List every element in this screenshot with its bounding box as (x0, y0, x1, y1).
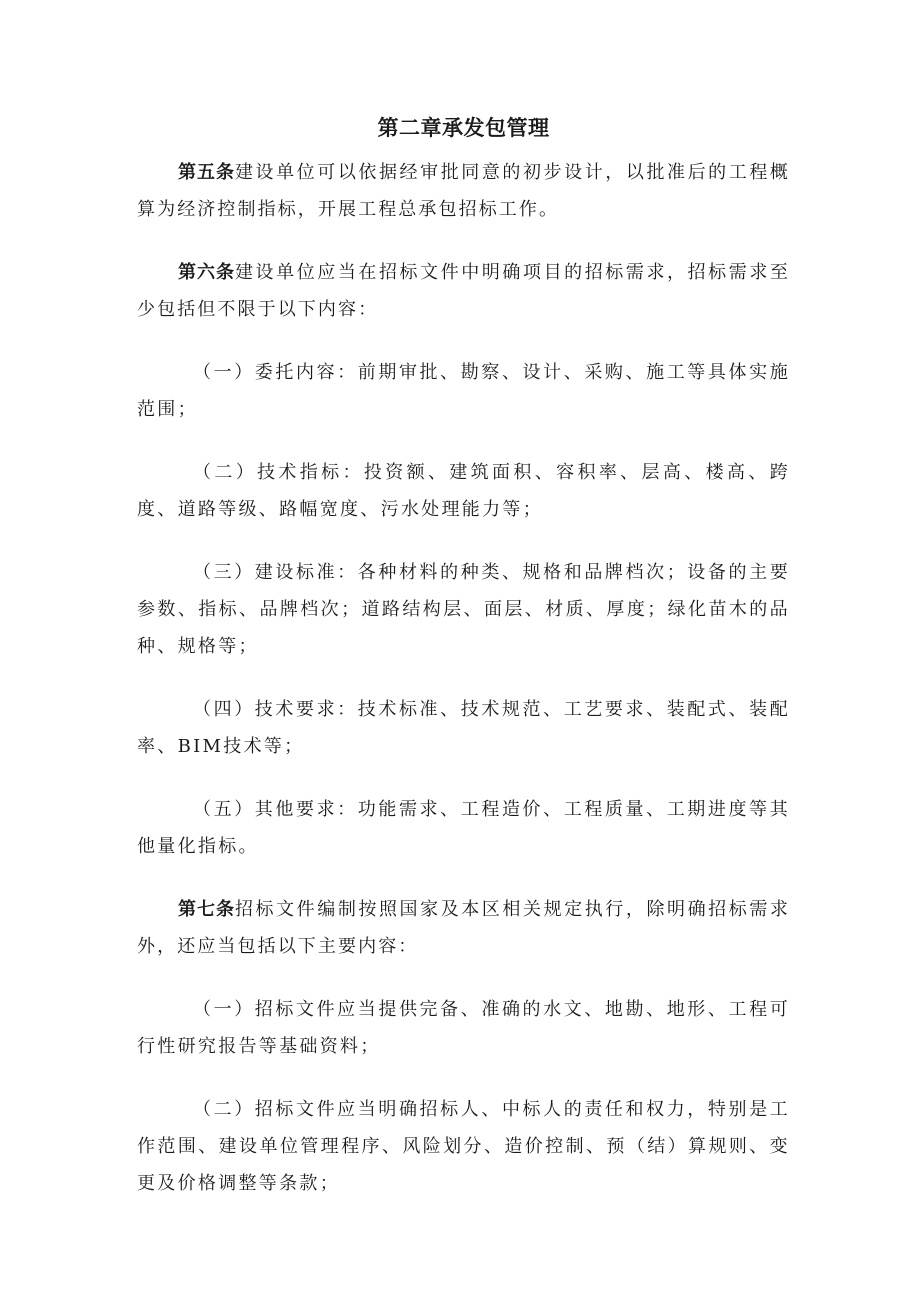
article-6-item-5: （五）其他要求：功能需求、工程造价、工程质量、工期进度等其他量化指标。 (137, 799, 790, 857)
article-7-item-1: （一）招标文件应当提供完备、准确的水文、地勘、地形、工程可行性研究报告等基础资料； (137, 999, 790, 1057)
article-6-item-3: （三）建设标准：各种材料的种类、规格和品牌档次；设备的主要参数、指标、品牌档次；道路结构层、面层、材质、厚度；绿化苗木的品种、规格等； (137, 562, 790, 657)
document-page (137, 110, 790, 1228)
chapter-title: 第二章承发包管理 (377, 116, 550, 140)
article-text: 建设单位可以依据经审批同意的初步设计，以批准后的工程概算为经济控制指标，开展工程总承包招标工作。 (137, 162, 791, 220)
article-label: 第五条 (178, 162, 235, 183)
article-6-item-2: （二）技术指标：投资额、建筑面积、容积率、层高、楼高、跨度、道路等级、路幅宽度、污水处理能力等； (137, 462, 790, 520)
article-text: 建设单位应当在招标文件中明确项目的招标需求，招标需求至少包括但不限于以下内容： (137, 262, 791, 320)
article-text: 招标文件编制按照国家及本区相关规定执行，除明确招标需求外，还应当包括以下主要内容： (137, 899, 791, 957)
article-6 (137, 254, 790, 328)
article-5 (137, 154, 790, 228)
article-7-item-2: （二）招标文件应当明确招标人、中标人的责任和权力，特别是工作范围、建设单位管理程序、风险划分、造价控制、预（结）算规则、变更及价格调整等条款； (137, 1099, 790, 1194)
article-6-item-4: （四）技术要求：技术标准、技术规范、工艺要求、装配式、装配率、BIM技术等； (137, 699, 790, 757)
article-label: 第六条 (178, 262, 235, 283)
article-6-item-1: （一）委托内容：前期审批、勘察、设计、采购、施工等具体实施范围； (137, 362, 790, 420)
article-7 (137, 891, 790, 965)
article-label: 第七条 (178, 899, 235, 920)
